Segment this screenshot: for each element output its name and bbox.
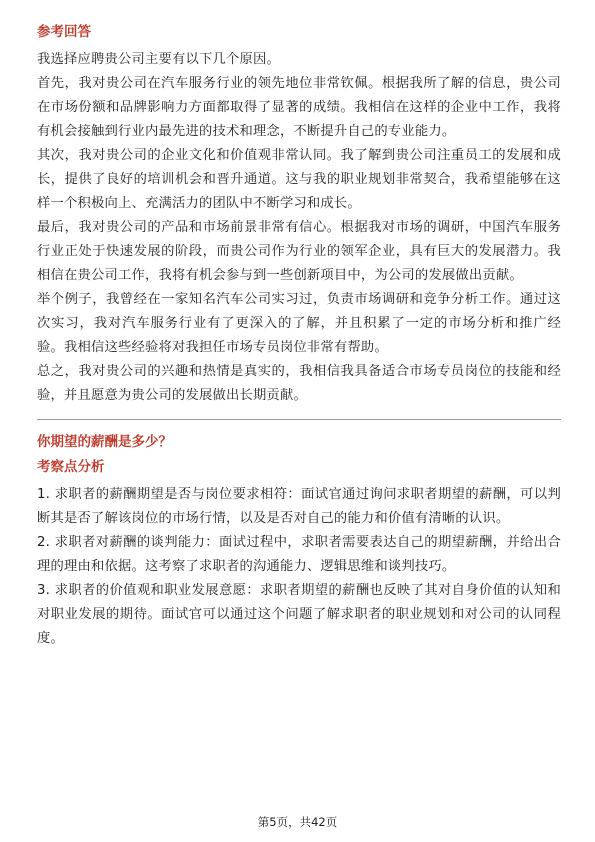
analysis-point: 2. 求职者对薪酬的谈判能力：面试过程中，求职者需要表达自己的期望薪酬，并给出合理的理由和依据。这考察了求职者的沟通能力、逻辑思维和谈判技巧。: [37, 535, 561, 574]
answer-paragraph: 最后，我对贵公司的产品和市场前景非常有信心。根据我对市场的调研，中国汽车服务行业正处于快速发展的阶段，而贵公司作为行业的领军企业，具有巨大的发展潜力。我相信在贵公司工作，我将有机会参与到一些创新项目中，为公司的发展做出贡献。: [37, 220, 561, 283]
answer-paragraph: 总之，我对贵公司的兴趣和热情是真实的，我相信我具备适合市场专员岗位的技能和经验，并且愿意为贵公司的发展做出长期贡献。: [37, 364, 561, 403]
section-divider: [37, 419, 561, 420]
page-number-footer: 第5页，共42页: [257, 815, 338, 829]
answer-paragraph: 举个例子，我曾经在一家知名汽车公司实习过，负责市场调研和竞争分析工作。通过这次实习，我对汽车服务行业有了更深入的了解，并且积累了一定的市场分析和推广经验。我相信这些经验将对我担任市场专员岗位非常有帮助。: [37, 292, 561, 355]
answer-paragraph: 其次，我对贵公司的企业文化和价值观非常认同。我了解到贵公司注重员工的发展和成长，提供了良好的培训机会和晋升通道。这与我的职业规划非常契合，我希望能够在这样一个积极向上、充满活力的团队中不断学习和成长。: [37, 148, 561, 211]
analysis-heading: 考察点分析: [37, 459, 105, 475]
analysis-point: 3. 求职者的价值观和职业发展意愿：求职者期望的薪酬也反映了其对自身价值的认知和对职业发展的期待。面试官可以通过这个问题了解求职者的职业规划和对公司的认同程度。: [37, 583, 561, 646]
answer-paragraph: 我选择应聘贵公司主要有以下几个原因。: [37, 52, 280, 67]
analysis-point: 1. 求职者的薪酬期望是否与岗位要求相符：面试官通过询问求职者期望的薪酬，可以判断其是否了解该岗位的市场行情，以及是否对自己的能力和价值有清晰的认识。: [37, 487, 561, 526]
question-heading: 你期望的薪酬是多少？: [37, 434, 172, 450]
answer-paragraph: 首先，我对贵公司在汽车服务行业的领先地位非常钦佩。根据我所了解的信息，贵公司在市场份额和品牌影响力方面都取得了显著的成绩。我相信在这样的企业中工作，我将有机会接触到行业内最先进的技术和理念，不断提升自己的专业能力。: [37, 76, 561, 139]
page-content: [37, 22, 561, 651]
reference-answer-heading: 参考回答: [37, 24, 91, 40]
